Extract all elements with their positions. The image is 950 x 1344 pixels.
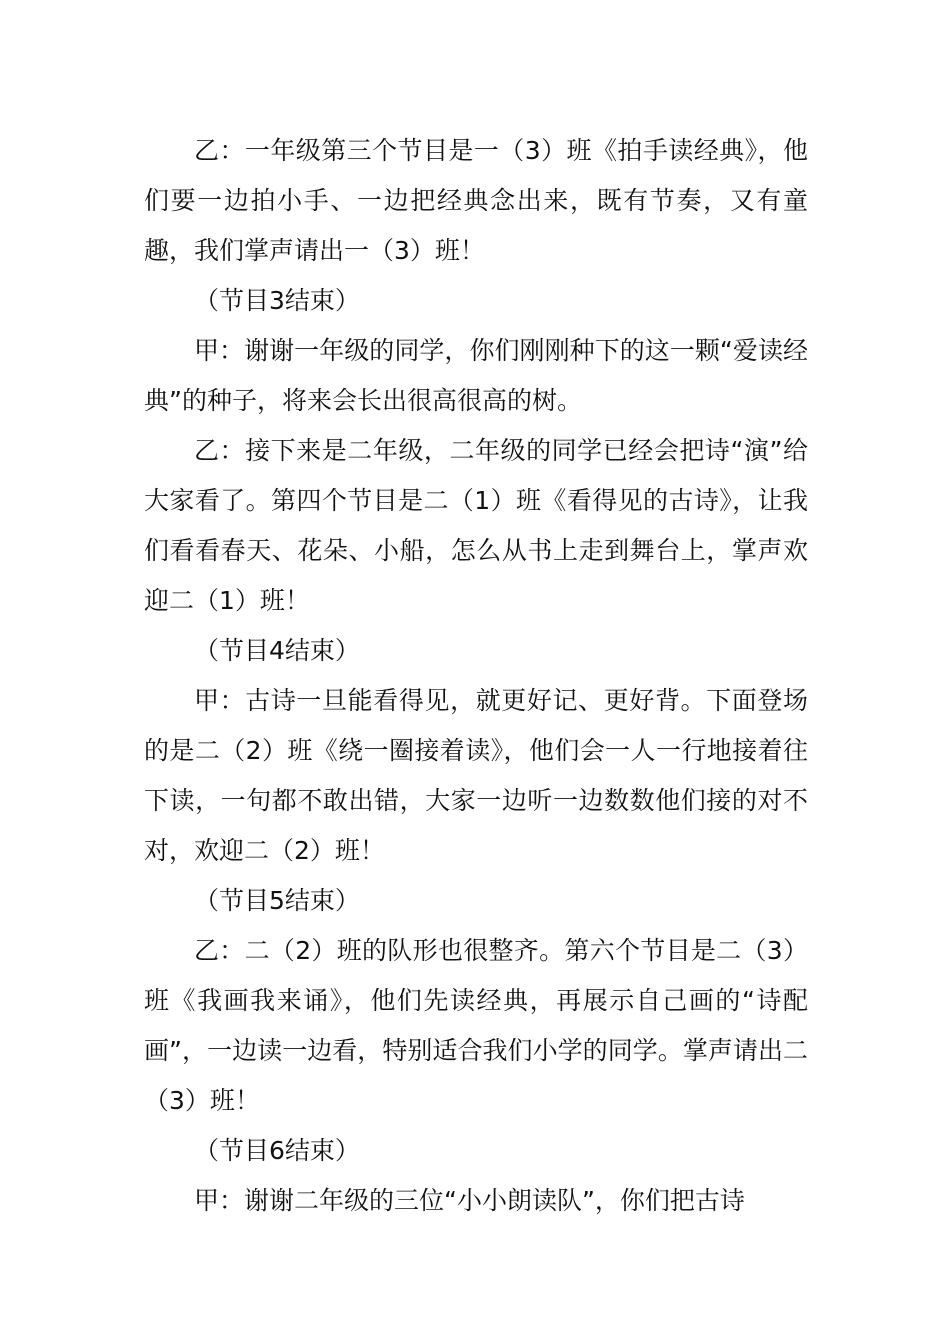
document-body (144, 126, 808, 1226)
paragraph-host-yi-program-6: 乙：二（2）班的队形也很整齐。第六个节目是二（3）班《我画我来诵》，他们先读经典，再展示自己画的“诗配画”，一边读一边看，特别适合我们小学的同学。掌声请出二（3）班！ (144, 936, 808, 1115)
stage-note-program-6-end: （节目6结束） (194, 1136, 360, 1165)
stage-note-program-4-end: （节目4结束） (194, 636, 360, 665)
stage-note-program-3-end: （节目3结束） (194, 286, 360, 315)
paragraph-host-yi-program-3: 乙：一年级第三个节目是一（3）班《拍手读经典》，他们要一边拍小手、一边把经典念出来，既有节奏，又有童趣，我们掌声请出一（3）班！ (144, 136, 808, 265)
paragraph-host-jia-thanks-grade-1: 甲：谢谢一年级的同学，你们刚刚种下的这一颗“爱读经典”的种子，将来会长出很高很高的树。 (144, 336, 808, 415)
paragraph-host-jia-thanks-grade-2: 甲：谢谢二年级的三位“小小朗读队”，你们把古诗 (194, 1186, 745, 1215)
paragraph-host-jia-program-5: 甲：古诗一旦能看得见，就更好记、更好背。下面登场的是二（2）班《绕一圈接着读》，他们会一人一行地接着往下读，一句都不敢出错，大家一边听一边数数他们接的对不对，欢迎二（2）班！ (144, 686, 808, 865)
paragraph-host-yi-program-4: 乙：接下来是二年级，二年级的同学已经会把诗“演”给大家看了。第四个节目是二（1）班《看得见的古诗》，让我们看看春天、花朵、小船，怎么从书上走到舞台上，掌声欢迎二（1）班！ (144, 436, 808, 615)
stage-note-program-5-end: （节目5结束） (194, 886, 360, 915)
